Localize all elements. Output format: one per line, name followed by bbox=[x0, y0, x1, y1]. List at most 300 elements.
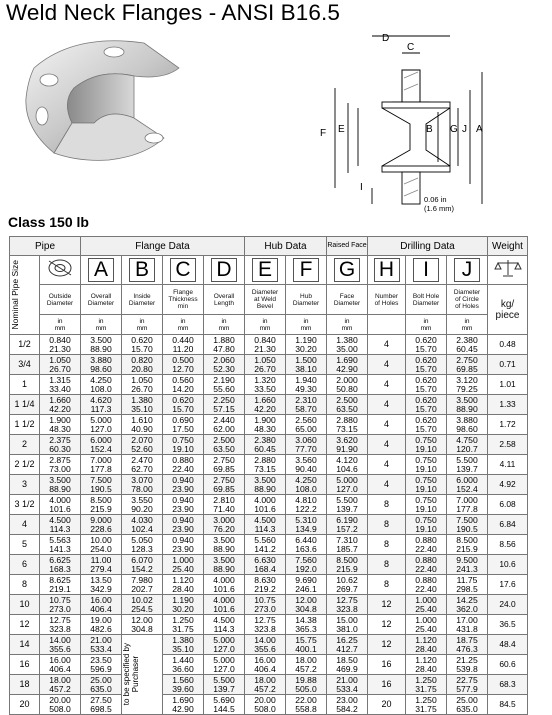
nominal-pipe-size-cell: 16 bbox=[10, 655, 40, 675]
value-cell bbox=[327, 595, 368, 615]
value-cell bbox=[406, 675, 447, 695]
value-cell bbox=[40, 335, 81, 355]
value-cell bbox=[204, 555, 245, 575]
value-cell bbox=[286, 695, 327, 715]
value-cell bbox=[163, 495, 204, 515]
value-mm: 48.30 bbox=[254, 423, 276, 434]
table-row bbox=[10, 355, 528, 375]
value-mm: 88.90 bbox=[254, 483, 276, 494]
value-cell bbox=[81, 335, 122, 355]
value-cell bbox=[122, 475, 163, 495]
value-mm: 55.60 bbox=[213, 383, 235, 394]
value-cell bbox=[245, 475, 286, 495]
value-cell bbox=[286, 655, 327, 675]
value-mm: 246.1 bbox=[295, 583, 317, 594]
value-mm: 273.0 bbox=[254, 603, 276, 614]
value-cell bbox=[81, 475, 122, 495]
value-cell bbox=[286, 435, 327, 455]
value-mm: 457.2 bbox=[295, 663, 317, 674]
dim-label-F: F bbox=[320, 128, 327, 139]
value-cell bbox=[204, 675, 245, 695]
value-in: 5.050 bbox=[131, 534, 153, 545]
value-cell bbox=[447, 675, 488, 695]
value-in: 5.690 bbox=[213, 694, 235, 705]
value-cell bbox=[81, 375, 122, 395]
column-header-text: of Holes bbox=[374, 299, 399, 307]
value-mm: 33.40 bbox=[49, 383, 71, 394]
value-mm: 108.0 bbox=[295, 483, 317, 494]
value-cell bbox=[245, 355, 286, 375]
value-mm: 22.40 bbox=[415, 543, 437, 554]
value-cell bbox=[245, 495, 286, 515]
weight-cell: 8.56 bbox=[488, 535, 528, 555]
value-cell bbox=[81, 555, 122, 575]
value-in: 23.50 bbox=[90, 654, 112, 665]
column-header-text: Diameter bbox=[292, 299, 320, 307]
value-mm: 35.00 bbox=[336, 343, 358, 354]
number-of-holes-cell: 4 bbox=[368, 335, 406, 355]
value-cell bbox=[163, 515, 204, 535]
unit-cell bbox=[245, 315, 286, 335]
column-header-8 bbox=[368, 285, 406, 315]
number-of-holes-cell: 8 bbox=[368, 555, 406, 575]
value-in: 0.750 bbox=[415, 434, 437, 445]
value-mm: 279.4 bbox=[90, 563, 112, 574]
column-header-text: Outside bbox=[48, 292, 72, 300]
value-in: 2.190 bbox=[213, 374, 235, 385]
number-of-holes-cell: 4 bbox=[368, 435, 406, 455]
weight-cell: 0.48 bbox=[488, 335, 528, 355]
value-mm: 79.25 bbox=[456, 383, 478, 394]
value-in: 1.440 bbox=[172, 654, 194, 665]
value-in: 1.660 bbox=[49, 394, 71, 405]
value-mm: 273.0 bbox=[49, 603, 71, 614]
value-mm: 17.50 bbox=[172, 423, 194, 434]
table-row bbox=[10, 575, 528, 595]
value-mm: 101.6 bbox=[213, 603, 235, 614]
value-in: 10.02 bbox=[131, 594, 153, 605]
value-mm: 457.2 bbox=[254, 683, 276, 694]
value-mm: 304.8 bbox=[295, 603, 317, 614]
value-cell bbox=[40, 595, 81, 615]
value-in: 3.500 bbox=[213, 534, 235, 545]
value-in: 16.00 bbox=[254, 654, 276, 665]
value-cell bbox=[163, 395, 204, 415]
value-mm: 127.0 bbox=[336, 483, 358, 494]
nominal-pipe-size-cell: 2 1/2 bbox=[10, 455, 40, 475]
table-row bbox=[10, 695, 528, 715]
value-in: 1.900 bbox=[49, 414, 71, 425]
value-mm: 406.4 bbox=[90, 603, 112, 614]
value-in: 18.00 bbox=[254, 674, 276, 685]
value-in: 3.880 bbox=[456, 414, 478, 425]
unit-in: in bbox=[262, 317, 268, 325]
value-in: 1.900 bbox=[254, 414, 276, 425]
value-mm: 215.9 bbox=[90, 503, 112, 514]
value-in: 0.940 bbox=[172, 494, 194, 505]
value-mm: 533.4 bbox=[336, 683, 358, 694]
weight-unit-header bbox=[488, 285, 528, 335]
column-header-6 bbox=[286, 285, 327, 315]
value-cell bbox=[204, 615, 245, 635]
weight-cell: 10.6 bbox=[488, 555, 528, 575]
number-of-holes-cell: 8 bbox=[368, 575, 406, 595]
unit-in: in bbox=[180, 317, 186, 325]
value-mm: 22.40 bbox=[415, 563, 437, 574]
value-cell bbox=[204, 375, 245, 395]
value-in: 3.880 bbox=[90, 354, 112, 365]
value-in: 16.25 bbox=[336, 634, 358, 645]
value-cell bbox=[204, 435, 245, 455]
value-mm: 26.70 bbox=[131, 383, 153, 394]
value-in: 12.75 bbox=[49, 614, 71, 625]
value-mm: 482.6 bbox=[90, 623, 112, 634]
value-in: 0.750 bbox=[172, 434, 194, 445]
value-mm: 63.50 bbox=[213, 443, 235, 454]
value-mm: 50.80 bbox=[336, 383, 358, 394]
weight-cell: 60.6 bbox=[488, 655, 528, 675]
value-in: 4.000 bbox=[213, 574, 235, 585]
nominal-pipe-size-cell: 3 1/2 bbox=[10, 495, 40, 515]
value-cell bbox=[406, 415, 447, 435]
value-in: 25.00 bbox=[90, 674, 112, 685]
weight-cell: 1.72 bbox=[488, 415, 528, 435]
value-mm: 52.60 bbox=[131, 443, 153, 454]
column-header-text: Inside bbox=[133, 292, 151, 300]
value-cell bbox=[447, 635, 488, 655]
dim-label-A: A bbox=[476, 124, 483, 135]
letter-G: G bbox=[334, 258, 360, 282]
unit-in: in bbox=[303, 317, 309, 325]
value-cell bbox=[406, 475, 447, 495]
value-mm: 23.90 bbox=[172, 483, 194, 494]
value-in: 5.563 bbox=[49, 534, 71, 545]
dim-label-E: E bbox=[338, 124, 345, 135]
weight-cell: 36.5 bbox=[488, 615, 528, 635]
value-in: 19.00 bbox=[90, 614, 112, 625]
value-mm: 40.90 bbox=[131, 423, 153, 434]
value-in: 0.880 bbox=[415, 534, 437, 545]
value-in: 12.00 bbox=[131, 614, 153, 625]
value-cell bbox=[245, 635, 286, 655]
unit-in: in bbox=[423, 317, 429, 325]
value-mm: 102.4 bbox=[131, 523, 153, 534]
value-mm: 77.70 bbox=[295, 443, 317, 454]
nominal-pipe-size-cell: 14 bbox=[10, 635, 40, 655]
value-mm: 323.8 bbox=[254, 623, 276, 634]
letter-F: F bbox=[293, 258, 319, 282]
column-header-text: Flange bbox=[173, 289, 193, 296]
value-in: 6.190 bbox=[336, 514, 358, 525]
value-in: 4.500 bbox=[49, 514, 71, 525]
value-cell bbox=[447, 595, 488, 615]
value-mm: 508.0 bbox=[254, 703, 276, 714]
value-cell bbox=[163, 535, 204, 555]
value-cell bbox=[40, 555, 81, 575]
unit-in: in bbox=[464, 317, 470, 325]
value-mm: 49.30 bbox=[295, 383, 317, 394]
letter-E: E bbox=[252, 258, 278, 282]
value-in: 1.000 bbox=[415, 614, 437, 625]
value-cell bbox=[286, 535, 327, 555]
nominal-pipe-size-cell: 10 bbox=[10, 595, 40, 615]
value-mm: 12.70 bbox=[172, 363, 194, 374]
value-in: 2.470 bbox=[131, 454, 153, 465]
value-in: 10.75 bbox=[254, 594, 276, 605]
scale-icon-cell bbox=[488, 256, 528, 285]
letter-row bbox=[10, 256, 528, 285]
column-header-7 bbox=[327, 285, 368, 315]
value-in: 1.320 bbox=[254, 374, 276, 385]
value-in: 1.050 bbox=[131, 374, 153, 385]
value-in: 27.50 bbox=[90, 694, 112, 705]
value-in: 2.750 bbox=[456, 354, 478, 365]
value-in: 25.00 bbox=[456, 694, 478, 705]
unit-mm: mm bbox=[259, 324, 271, 332]
value-cell bbox=[406, 395, 447, 415]
value-mm: 412.7 bbox=[336, 643, 358, 654]
value-mm: 73.00 bbox=[49, 463, 71, 474]
value-in: 2.060 bbox=[213, 354, 235, 365]
column-header-0 bbox=[40, 285, 81, 315]
value-mm: 90.40 bbox=[295, 463, 317, 474]
value-mm: 88.90 bbox=[213, 563, 235, 574]
value-in: 0.620 bbox=[415, 374, 437, 385]
number-of-holes-cell: 12 bbox=[368, 615, 406, 635]
specified-note-line: to be specified by bbox=[122, 643, 131, 706]
value-in: 0.620 bbox=[415, 394, 437, 405]
value-mm: 60.30 bbox=[49, 443, 71, 454]
table-row bbox=[10, 555, 528, 575]
value-cell bbox=[245, 615, 286, 635]
value-cell bbox=[40, 675, 81, 695]
value-mm: 533.4 bbox=[90, 643, 112, 654]
value-in: 8.500 bbox=[90, 494, 112, 505]
value-cell bbox=[286, 495, 327, 515]
table-row bbox=[10, 535, 528, 555]
value-cell bbox=[327, 655, 368, 675]
group-drilling: Drilling Data bbox=[368, 237, 488, 256]
value-cell bbox=[81, 655, 122, 675]
number-of-holes-cell: 8 bbox=[368, 515, 406, 535]
value-mm: 71.40 bbox=[213, 503, 235, 514]
dim-label-J: J bbox=[462, 124, 467, 135]
value-cell bbox=[286, 615, 327, 635]
unit-mm: mm bbox=[218, 324, 230, 332]
value-cell bbox=[204, 655, 245, 675]
value-mm: 139.7 bbox=[213, 683, 235, 694]
value-mm: 36.60 bbox=[172, 663, 194, 674]
value-cell bbox=[204, 595, 245, 615]
value-mm: 69.85 bbox=[213, 463, 235, 474]
value-cell bbox=[163, 435, 204, 455]
value-in: 18.50 bbox=[336, 654, 358, 665]
value-mm: 157.2 bbox=[336, 523, 358, 534]
value-in: 5.000 bbox=[90, 414, 112, 425]
value-in: 3.070 bbox=[131, 474, 153, 485]
value-mm: 15.70 bbox=[172, 403, 194, 414]
value-in: 11.75 bbox=[456, 574, 478, 585]
value-in: 16.00 bbox=[90, 594, 112, 605]
value-cell bbox=[204, 635, 245, 655]
value-in: 2.500 bbox=[336, 394, 358, 405]
column-header-9 bbox=[406, 285, 447, 315]
group-flange: Flange Data bbox=[81, 237, 245, 256]
value-cell bbox=[286, 635, 327, 655]
table-row bbox=[10, 595, 528, 615]
value-mm: 19.10 bbox=[415, 443, 437, 454]
value-mm: 190.5 bbox=[456, 523, 478, 534]
value-mm: 154.2 bbox=[131, 563, 153, 574]
value-in: 14.25 bbox=[456, 594, 478, 605]
value-mm: 596.9 bbox=[90, 663, 112, 674]
value-mm: 469.9 bbox=[336, 663, 358, 674]
value-mm: 62.00 bbox=[213, 423, 235, 434]
value-mm: 127.0 bbox=[90, 423, 112, 434]
value-in: 0.940 bbox=[172, 474, 194, 485]
value-mm: 381.0 bbox=[336, 623, 358, 634]
value-mm: 168.3 bbox=[49, 563, 71, 574]
value-cell bbox=[40, 655, 81, 675]
value-in: 6.630 bbox=[254, 554, 276, 565]
weight-cell: 0.71 bbox=[488, 355, 528, 375]
table-row bbox=[10, 375, 528, 395]
value-mm: 35.10 bbox=[172, 643, 194, 654]
value-mm: 57.15 bbox=[213, 403, 235, 414]
value-mm: 15.70 bbox=[415, 383, 437, 394]
value-in: 1.380 bbox=[131, 394, 153, 405]
value-in: 7.000 bbox=[90, 454, 112, 465]
nominal-pipe-size-cell: 3 bbox=[10, 475, 40, 495]
value-cell bbox=[327, 475, 368, 495]
value-mm: 254.0 bbox=[90, 543, 112, 554]
value-in: 12.75 bbox=[336, 594, 358, 605]
value-cell bbox=[245, 415, 286, 435]
value-mm: 101.6 bbox=[254, 503, 276, 514]
value-in: 2.440 bbox=[213, 414, 235, 425]
value-mm: 19.10 bbox=[415, 483, 437, 494]
value-in: 0.620 bbox=[415, 334, 437, 345]
value-mm: 219.1 bbox=[49, 583, 71, 594]
letter-B: B bbox=[129, 258, 155, 282]
value-cell bbox=[406, 455, 447, 475]
value-in: 7.980 bbox=[131, 574, 153, 585]
column-header-text: Diameter bbox=[46, 299, 74, 307]
value-cell bbox=[163, 415, 204, 435]
value-mm: 104.6 bbox=[336, 463, 358, 474]
value-cell bbox=[447, 435, 488, 455]
value-mm: 127.0 bbox=[213, 663, 235, 674]
value-cell bbox=[327, 695, 368, 715]
value-in: 0.940 bbox=[172, 534, 194, 545]
value-in: 1.120 bbox=[415, 654, 437, 665]
value-mm: 141.3 bbox=[49, 543, 71, 554]
weight-cell: 1.01 bbox=[488, 375, 528, 395]
value-in: 16.00 bbox=[49, 654, 71, 665]
value-mm: 25.40 bbox=[415, 623, 437, 634]
value-mm: 635.0 bbox=[90, 683, 112, 694]
weight-cell: 84.5 bbox=[488, 695, 528, 715]
value-in: 7.500 bbox=[456, 514, 478, 525]
value-in: 8.625 bbox=[49, 574, 71, 585]
value-cell bbox=[163, 635, 204, 655]
value-cell bbox=[327, 615, 368, 635]
value-in: 3.500 bbox=[456, 394, 478, 405]
value-cell bbox=[406, 375, 447, 395]
value-cell bbox=[447, 415, 488, 435]
value-cell bbox=[447, 475, 488, 495]
weight-unit-line: piece bbox=[495, 309, 520, 321]
value-cell bbox=[447, 555, 488, 575]
value-cell bbox=[245, 675, 286, 695]
value-in: 4.000 bbox=[254, 494, 276, 505]
value-cell bbox=[81, 535, 122, 555]
value-cell bbox=[327, 535, 368, 555]
value-cell bbox=[327, 495, 368, 515]
group-raised-face: Raised Face bbox=[327, 237, 368, 256]
value-cell bbox=[245, 595, 286, 615]
value-cell bbox=[122, 435, 163, 455]
nominal-pipe-size-cell: 1/2 bbox=[10, 335, 40, 355]
nominal-pipe-size-cell: 18 bbox=[10, 675, 40, 695]
page-title: Weld Neck Flanges - ANSI B16.5 bbox=[6, 0, 340, 25]
value-cell bbox=[122, 535, 163, 555]
value-cell bbox=[447, 455, 488, 475]
section-title: Class 150 lb bbox=[8, 214, 89, 230]
value-mm: 219.2 bbox=[254, 583, 276, 594]
value-cell bbox=[122, 595, 163, 615]
value-mm: 28.40 bbox=[415, 663, 437, 674]
value-cell bbox=[40, 515, 81, 535]
value-cell bbox=[447, 395, 488, 415]
value-cell bbox=[122, 335, 163, 355]
value-in: 6.000 bbox=[90, 434, 112, 445]
value-in: 0.750 bbox=[415, 494, 437, 505]
value-cell bbox=[327, 335, 368, 355]
number-of-holes-cell: 12 bbox=[368, 595, 406, 615]
value-in: 5.500 bbox=[336, 494, 358, 505]
value-in: 0.750 bbox=[415, 474, 437, 485]
value-cell bbox=[40, 435, 81, 455]
value-mm: 215.9 bbox=[456, 543, 478, 554]
value-cell bbox=[204, 535, 245, 555]
value-in: 2.070 bbox=[131, 434, 153, 445]
nominal-pipe-size-cell: 1 1/2 bbox=[10, 415, 40, 435]
weight-cell: 1.33 bbox=[488, 395, 528, 415]
number-of-holes-cell: 16 bbox=[368, 675, 406, 695]
value-mm: 15.70 bbox=[415, 343, 437, 354]
value-mm: 26.70 bbox=[254, 363, 276, 374]
value-in: 7.560 bbox=[295, 554, 317, 565]
value-cell bbox=[327, 675, 368, 695]
value-in: 2.380 bbox=[254, 434, 276, 445]
column-header-text: Number bbox=[374, 292, 399, 300]
value-mm: 38.10 bbox=[295, 363, 317, 374]
value-mm: 168.4 bbox=[254, 563, 276, 574]
unit-mm: mm bbox=[300, 324, 312, 332]
group-hub: Hub Data bbox=[245, 237, 327, 256]
value-in: 2.750 bbox=[213, 454, 235, 465]
value-in: 4.000 bbox=[49, 494, 71, 505]
value-in: 3.500 bbox=[213, 554, 235, 565]
value-cell bbox=[327, 555, 368, 575]
value-mm: 15.70 bbox=[131, 343, 153, 354]
value-cell bbox=[286, 335, 327, 355]
value-in: 0.620 bbox=[415, 414, 437, 425]
value-mm: 30.20 bbox=[295, 343, 317, 354]
value-in: 9.500 bbox=[456, 554, 478, 565]
number-of-holes-cell: 8 bbox=[368, 535, 406, 555]
